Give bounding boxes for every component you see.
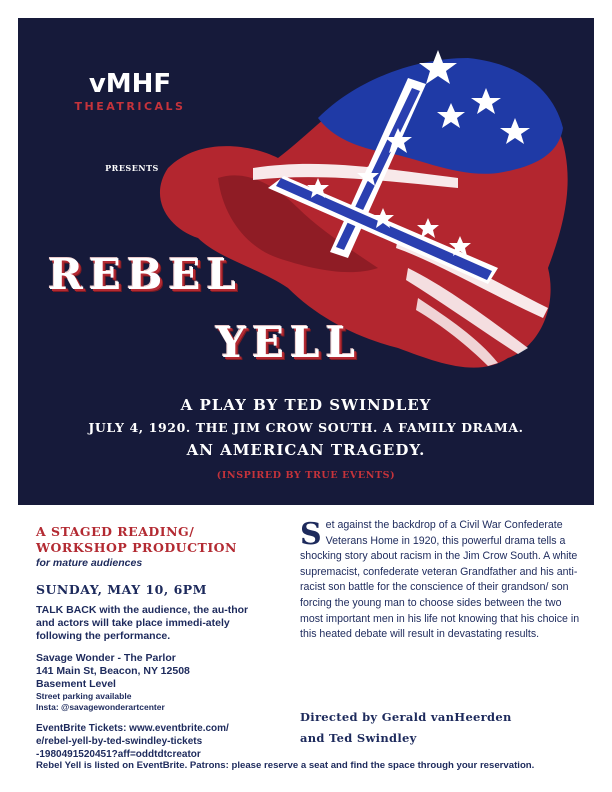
true-events-line: (INSPIRED BY TRUE EVENTS) [216,470,396,481]
credits [300,707,590,749]
synopsis [300,518,586,643]
ticket-link-line1: EventBrite Tickets: www.eventbrite.com/ [36,723,229,734]
event-date: SUNDAY, MAY 10, 6PM [36,582,208,597]
venue-address: 141 Main St, Beacon, NY 12508 [36,665,190,677]
ticket-link[interactable] [36,722,268,761]
ticket-link-line3: -198049152045​1?aff=oddtdtcreator [36,749,201,760]
credits-author: and Ted Swindley [300,731,417,745]
synopsis-dropcap: S [300,517,322,552]
setting-line: JULY 4, 1920. THE JIM CROW SOUTH. A FAMILY DRAMA. [88,420,524,435]
brand-logo [62,70,198,114]
talkback-text: with the audience, the au-thor and actors will take place immedi-ately following the performance. [36,604,249,642]
synopsis-column [300,518,590,643]
workshop-title [36,524,266,556]
venue-level: Basement Level [36,678,116,690]
synopsis-text: et against the backdrop of a Civil War Confederate Veterans Home in 1920, this powerful drama tells a shocking story about racism in the Jim Crow South. A white supremacist, confederate veteran Grandfather and his anti-racist son battle for the conscience of their grandson/ son forcing the young man to choose sides between the two most important men in his life not knowing that his choice in this heated debate will result in devastating results. [300,519,580,641]
title-rebel: REBEL [48,250,242,299]
parking-note: Street parking available [36,691,132,701]
playwright-line: A PLAY BY TED SWINDLEY [180,396,432,414]
event-details [36,524,276,761]
brand-name: vMHF [88,69,172,99]
venue-info [36,652,276,713]
workshop-title-line2: WORKSHOP PRODUCTION [36,540,237,555]
instagram-handle: Insta: @savagewonderartcenter [36,702,165,712]
brand-subtitle: THEATRICALS [74,100,186,113]
hero-poster [18,18,594,505]
talkback-heading: TALK BACK [36,604,97,616]
title-yell: YELL [216,318,362,367]
ticket-link-line2: e/rebel-yell-by-ted-swindley-tickets [36,736,203,747]
tragedy-line: AN AMERICAN TRAGEDY. [186,441,426,459]
venue-name: Savage Wonder - The Parlor [36,652,176,664]
credits-director: Directed by Gerald vanHeerden [300,710,512,724]
workshop-title-line1: A STAGED READING/ [36,524,195,539]
talkback-note [36,604,268,643]
presents-label: PRESENTS [105,163,159,173]
audience-note: for mature audiences [36,557,143,569]
footer-note: Rebel Yell is listed on EventBrite. Patrons: please reserve a seat and find the space through your reservation. [36,760,535,771]
